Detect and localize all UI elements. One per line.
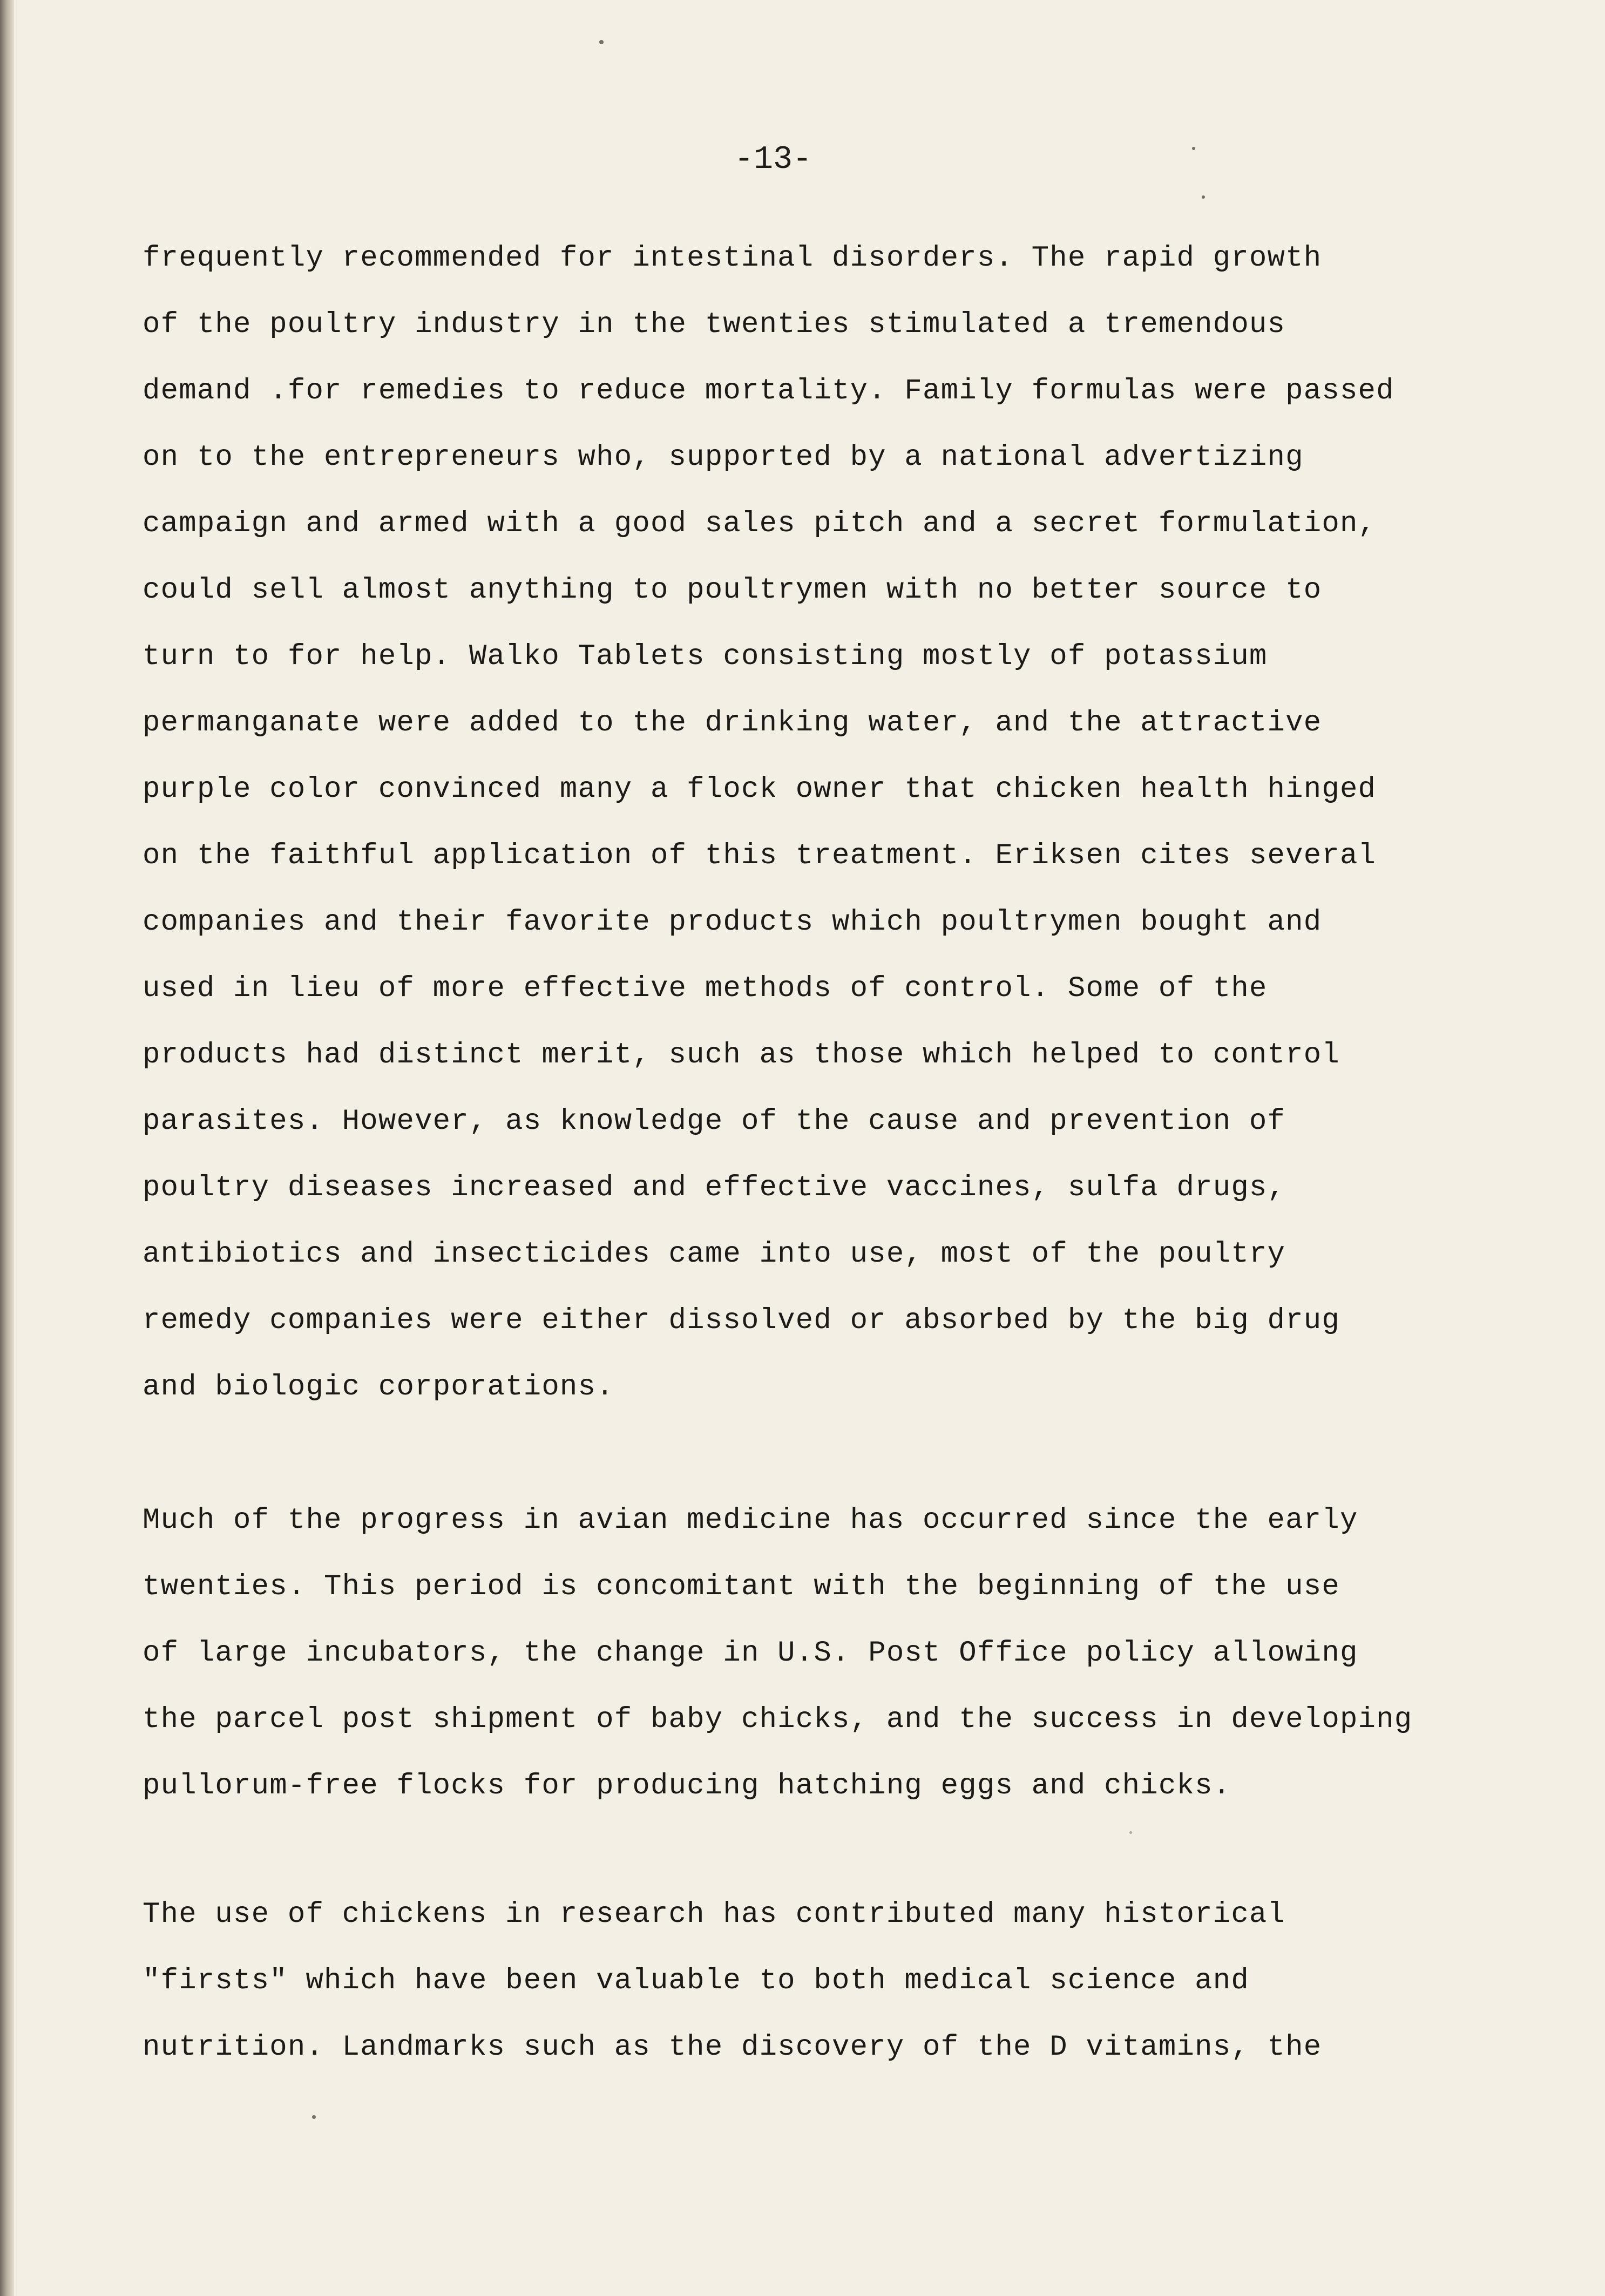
text-line: The use of chickens in research has contributed many historical (143, 1898, 1286, 1931)
text-line: of large incubators, the change in U.S. Post Office policy allowing (143, 1637, 1358, 1670)
paper-speck (1129, 1831, 1132, 1834)
text-line: remedy companies were either dissolved or absorbed by the big drug (143, 1304, 1340, 1337)
text-line: could sell almost anything to poultrymen with no better source to (143, 574, 1322, 607)
text-line: antibiotics and insecticides came into use, most of the poultry (143, 1238, 1286, 1271)
text-line: Much of the progress in avian medicine has occurred since the early (143, 1504, 1358, 1537)
text-line: poultry diseases increased and effective vaccines, sulfa drugs, (143, 1171, 1286, 1204)
text-line: used in lieu of more effective methods of control. Some of the (143, 972, 1268, 1005)
paper-speck (1202, 195, 1205, 199)
paper-speck (599, 40, 604, 44)
text-line: demand .for remedies to reduce mortality. Family formulas were passed (143, 375, 1394, 408)
paper-speck (1192, 147, 1195, 150)
text-line: campaign and armed with a good sales pitch and a secret formulation, (143, 507, 1377, 540)
text-line: the parcel post shipment of baby chicks, and the success in developing (143, 1703, 1413, 1736)
text-line: permanganate were added to the drinking water, and the attractive (143, 707, 1322, 740)
paper-speck (312, 2115, 316, 2119)
text-line: frequently recommended for intestinal disorders. The rapid growth (143, 242, 1322, 275)
text-line: turn to for help. Walko Tablets consisting mostly of potassium (143, 640, 1268, 673)
text-line: of the poultry industry in the twenties stimulated a tremendous (143, 308, 1286, 341)
text-line: on the faithful application of this treatment. Eriksen cites several (143, 839, 1377, 872)
page-left-edge-shadow (0, 0, 14, 2296)
text-line: purple color convinced many a flock owner that chicken health hinged (143, 773, 1377, 806)
text-line: and biologic corporations. (143, 1371, 614, 1404)
text-line: nutrition. Landmarks such as the discovery of the D vitamins, the (143, 2031, 1322, 2064)
page-number: -13- (734, 141, 812, 178)
text-line: parasites. However, as knowledge of the cause and prevention of (143, 1105, 1286, 1138)
text-line: twenties. This period is concomitant with the beginning of the use (143, 1570, 1340, 1603)
text-line: products had distinct merit, such as those which helped to control (143, 1039, 1340, 1072)
text-line: pullorum-free flocks for producing hatching eggs and chicks. (143, 1770, 1231, 1803)
text-line: companies and their favorite products which poultrymen bought and (143, 906, 1322, 939)
text-line: on to the entrepreneurs who, supported by a national advertizing (143, 441, 1304, 474)
text-line: "firsts" which have been valuable to both medical science and (143, 1965, 1249, 1997)
